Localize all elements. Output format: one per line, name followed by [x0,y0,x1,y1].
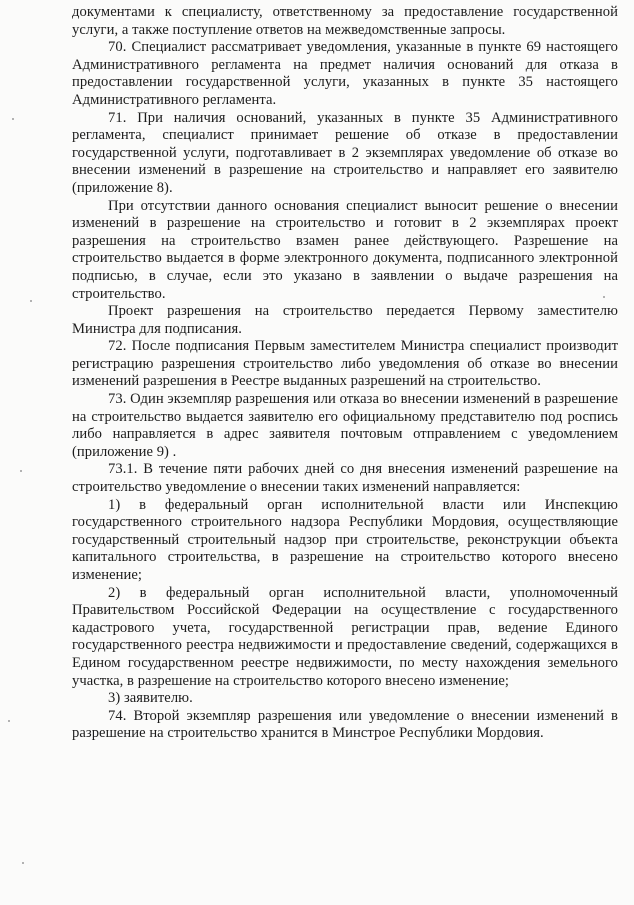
paragraph-70: 70. Специалист рассматривает уведомления, указанные в пункте 69 настоящего Административного регламента на предмет наличия оснований для отказа в предоставлении государственной услуги, указанных в пункте 35 настоящего Административного регламента. [72,39,618,108]
paragraph-73-1-item-2: 2) в федеральный орган исполнительной власти, уполномоченный Правительством Российской Федерации на осуществление с государственного кадастрового учета, государственной регистрации прав, ведение Единого государственного реестра недвижимости и предоставление сведений, содержащихся в Едином государственном реестре недвижимости, по месту нахождения земельного участка, в разрешение на строительство которого внесено изменение; [72,584,618,689]
document-body [72,4,618,743]
paragraph-71-draft-transfer: Проект разрешения на строительство передается Первому заместителю Министра для подписания. [72,303,618,337]
scan-speck [22,862,24,864]
scan-speck [8,720,10,722]
scan-speck [12,118,14,120]
paragraph-73-1-item-1: 1) в федеральный орган исполнительной власти или Инспекцию государственного строительного надзора Республики Мордовия, осуществляющие государственный строительный надзор при строительстве, реконструкции объекта капитального строительства, в разрешение на строительство которого внесено изменение; [72,496,618,583]
paragraph-73-1-item-3: 3) заявителю. [108,690,193,707]
scan-speck [20,470,22,472]
paragraph-74: 74. Второй экземпляр разрешения или уведомление о внесении изменений в разрешение на строительство хранится в Минстрое Республики Мордовия. [72,707,618,742]
paragraph-72: 72. После подписания Первым заместителем Министра специалист производит регистрацию разрешения строительство либо уведомления об отказе во внесении изменений разрешения в Реестре выданных разрешений на строительство. [72,338,618,390]
paragraph-73-1: 73.1. В течение пяти рабочих дней со дня внесения изменений разрешение на строительство уведомление о внесении таких изменений направляется: [72,461,618,496]
scan-speck [603,296,605,298]
paragraph-continuation: документами к специалисту, ответственному за предоставление государственной услуги, а также поступление ответов на межведомственные запросы. [72,4,618,38]
paragraph-71-no-grounds: При отсутствии данного основания специалист выносит решение о внесении изменений в разрешение на строительство и готовит в 2 экземплярах проект разрешения на строительство взамен ранее действующего. Разрешение на строительство выдается в форме электронного документа, подписанного электронной подписью, в случае, если это указано в заявлении о выдаче разрешения на строительство. [72,197,618,302]
paragraph-71: 71. При наличия оснований, указанных в пункте 35 Административного регламента, специалист принимает решение об отказе в предоставлении государственной услуги, подготавливает в 2 экземплярах уведомление об отказе во внесении изменений в разрешение на строительство и направляет его заявителю (приложение 8). [72,109,618,196]
paragraph-73: 73. Один экземпляр разрешения или отказа во внесении изменений в разрешение на строительство выдается заявителю его официальному представителю под роспись либо направляется в адрес заявителя почтовым отправлением с уведомлением (приложение 9) . [72,391,618,460]
scan-speck [30,300,32,302]
